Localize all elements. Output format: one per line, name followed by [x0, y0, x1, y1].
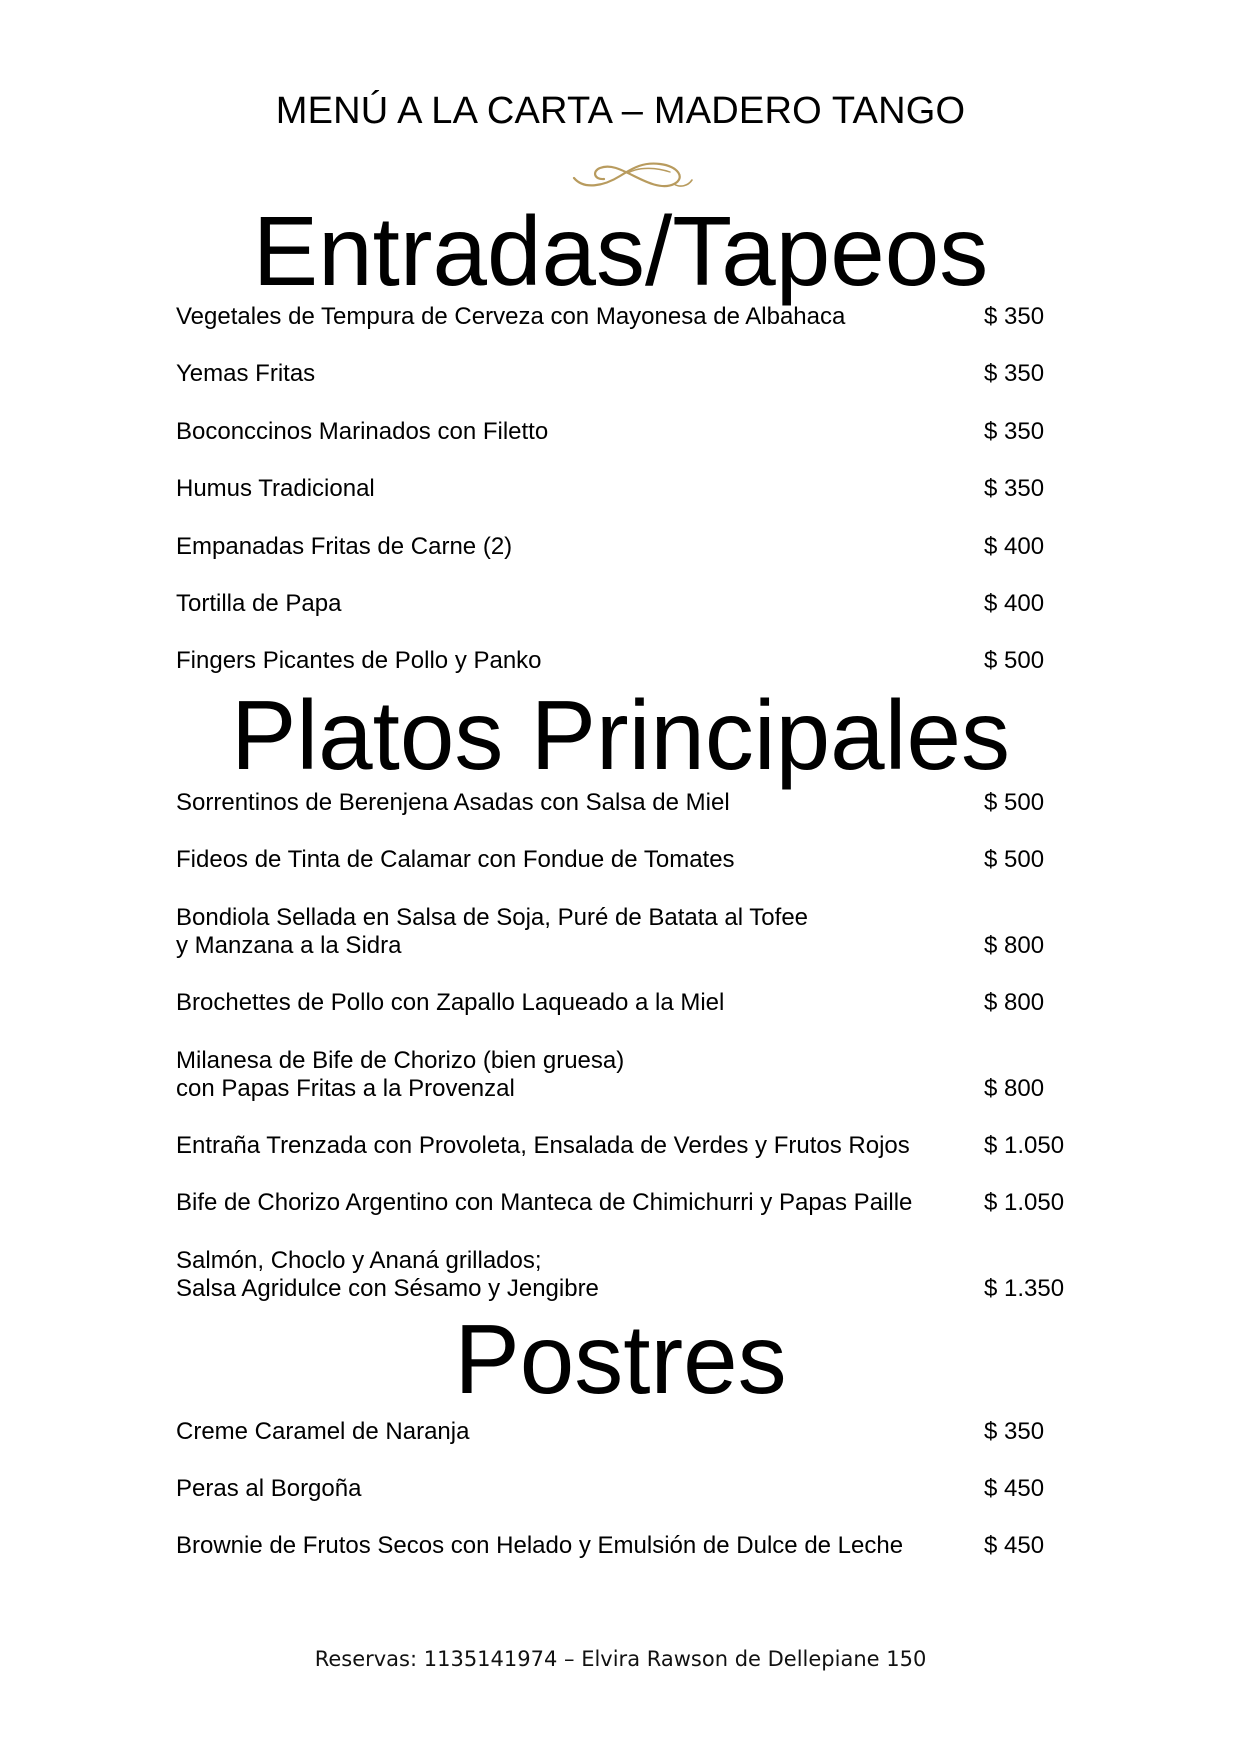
item-price: $ 1.350 [984, 1275, 1065, 1302]
item-price: $ 500 [984, 846, 1045, 873]
item-price: $ 1.050 [984, 1132, 1065, 1159]
item-price: $ 450 [984, 1475, 1045, 1502]
item-name: Tortilla de Papa [176, 590, 342, 617]
item-name: Boconccinos Marinados con Filetto [176, 418, 549, 445]
section-heading-postres: Postres [454, 1304, 787, 1414]
item-price: $ 350 [984, 360, 1045, 387]
item-price: $ 350 [984, 303, 1045, 330]
section-heading-platos-principales: Platos Principales [231, 680, 1010, 790]
item-name: Salmón, Choclo y Ananá grillados; Salsa Agridulce con Sésamo y Jengibre [176, 1247, 599, 1302]
item-price: $ 800 [984, 1075, 1045, 1102]
item-price: $ 350 [984, 475, 1045, 502]
item-name: Brochettes de Pollo con Zapallo Laqueado a la Miel [176, 989, 725, 1016]
item-price: $ 1.050 [984, 1189, 1065, 1216]
item-name: Brownie de Frutos Secos con Helado y Emulsión de Dulce de Leche [176, 1532, 904, 1559]
section-heading-entradas: Entradas/Tapeos [252, 196, 989, 306]
reservations-footer: Reservas: 1135141974 – Elvira Rawson de Dellepiane 150 [314, 1647, 927, 1671]
item-name: Vegetales de Tempura de Cerveza con Mayonesa de Albahaca [176, 303, 846, 330]
item-price: $ 350 [984, 1418, 1045, 1445]
item-name: Creme Caramel de Naranja [176, 1418, 470, 1445]
item-price: $ 400 [984, 533, 1045, 560]
item-name: Yemas Fritas [176, 360, 316, 387]
item-price: $ 350 [984, 418, 1045, 445]
item-price: $ 400 [984, 590, 1045, 617]
item-price: $ 500 [984, 789, 1045, 816]
menu-title: MENÚ A LA CARTA – MADERO TANGO [275, 90, 966, 132]
item-name: Fideos de Tinta de Calamar con Fondue de Tomates [176, 846, 735, 873]
item-name: Bondiola Sellada en Salsa de Soja, Puré de Batata al Tofee y Manzana a la Sidra [176, 904, 809, 959]
item-price: $ 500 [984, 647, 1045, 674]
item-name: Empanadas Fritas de Carne (2) [176, 533, 513, 560]
item-name: Milanesa de Bife de Chorizo (bien gruesa) con Papas Fritas a la Provenzal [176, 1047, 625, 1102]
item-price: $ 450 [984, 1532, 1045, 1559]
item-price: $ 800 [984, 989, 1045, 1016]
item-name: Peras al Borgoña [176, 1475, 362, 1502]
item-name: Entraña Trenzada con Provoleta, Ensalada de Verdes y Frutos Rojos [176, 1132, 910, 1159]
item-name: Bife de Chorizo Argentino con Manteca de Chimichurri y Papas Paille [176, 1189, 913, 1216]
item-name: Fingers Picantes de Pollo y Panko [176, 647, 542, 674]
item-name: Sorrentinos de Berenjena Asadas con Salsa de Miel [176, 789, 730, 816]
gold-flourish-icon [570, 156, 696, 194]
item-name: Humus Tradicional [176, 475, 375, 502]
item-price: $ 800 [984, 932, 1045, 959]
